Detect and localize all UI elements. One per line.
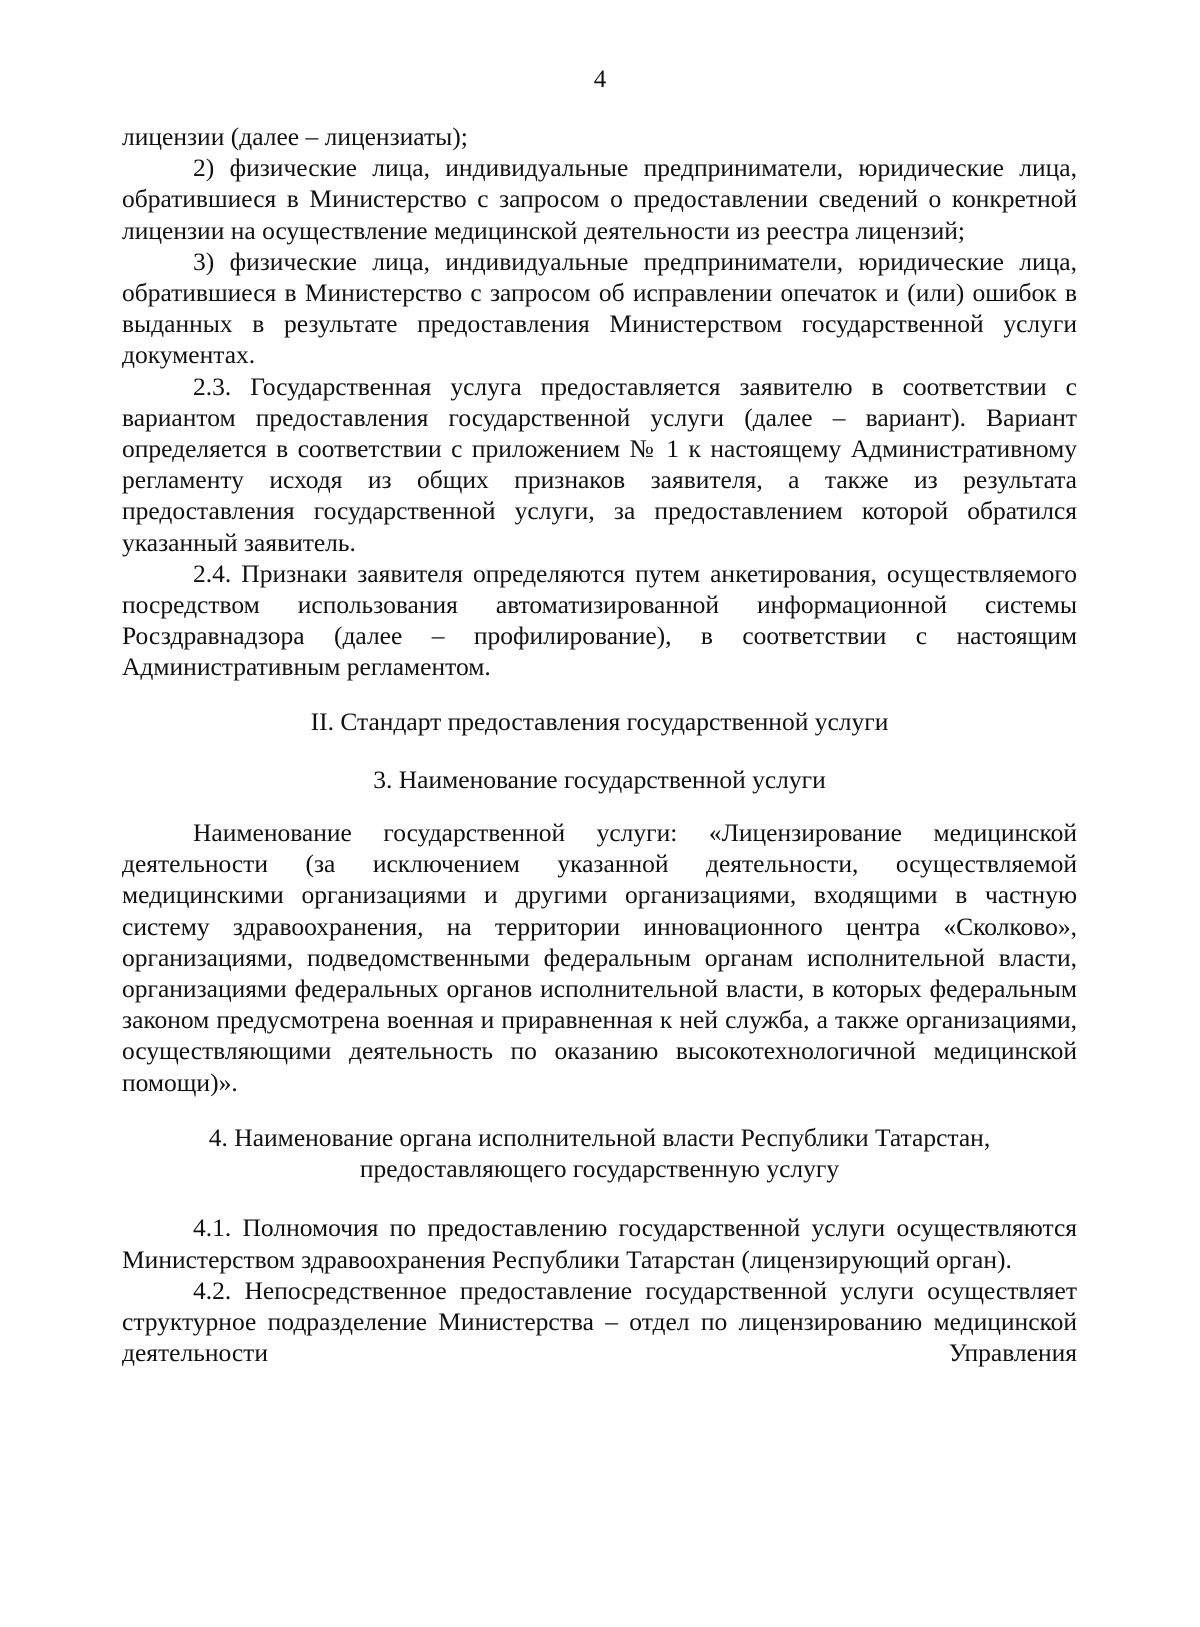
paragraph-licensees-end: лицензии (далее – лицензиаты);: [122, 122, 468, 151]
subheading-executive-body-line1: 4. Наименование органа исполнительной власти Республики Татарстан,: [208, 1122, 991, 1152]
paragraph-applicants-2: 2) физические лица, индивидуальные предприниматели, юридические лица, обратившиеся в Министерство с запросом о предоставлении сведений о конкретной лицензии на осуществление медицинской деятельности из реестра лицензий;: [122, 153, 1077, 245]
paragraph-applicants-3: 3) физические лица, индивидуальные предприниматели, юридические лица, обратившиеся в Министерство с запросом об исправлении опечаток и (или) ошибок в выданных в результате предоставления Министерством государственной услуги документах.: [122, 246, 1077, 370]
page-number: 4: [593, 66, 607, 93]
paragraph-4-2: 4.2. Непосредственное предоставление государственной услуги осуществляет структурное подразделение Министерства – отдел по лицензированию медицинской деятельности Управления: [122, 1275, 1077, 1368]
document-body: [122, 121, 1077, 1368]
paragraph-4-1: 4.1. Полномочия по предоставлению государственной услуги осуществляются Министерством здравоохранения Республики Татарстан (лицензирующий орган).: [122, 1213, 1077, 1274]
section-heading-standard: II. Стандарт предоставления государственной услуги: [310, 706, 889, 736]
subheading-executive-body-line2: предоставляющего государственную услугу: [359, 1154, 840, 1184]
paragraph-2-4: 2.4. Признаки заявителя определяются путем анкетирования, осуществляемого посредством использования автоматизированной информационной системы Росздравнадзора (далее – профилирование), в соответствии с настоящим Административным регламентом.: [122, 558, 1077, 682]
paragraph-service-name: Наименование государственной услуги: «Лицензирование медицинской деятельности (за исключением указанной деятельности, осуществляемой медицинскими организациями и другими организациями, входящими в частную систему здравоохранения, на территории инновационного центра «Сколково», организациями, подведомственными федеральным органам исполнительной власти, организациями федеральных органов исполнительной власти, в которых федеральным законом предусмотрена военная и приравненная к ней служба, а также организациями, осуществляющими деятельность по оказанию высокотехнологичной медицинской помощи)».: [122, 818, 1077, 1097]
subheading-service-name: 3. Наименование государственной услуги: [373, 764, 826, 794]
paragraph-2-3: 2.3. Государственная услуга предоставляется заявителю в соответствии с вариантом предоставления государственной услуги (далее – вариант). Вариант определяется в соответствии с приложением № 1 к настоящему Административному регламенту исходя из общих признаков заявителя, а также из результата предоставления государственной услуги, за предоставлением которой обратился указанный заявитель.: [122, 371, 1077, 557]
